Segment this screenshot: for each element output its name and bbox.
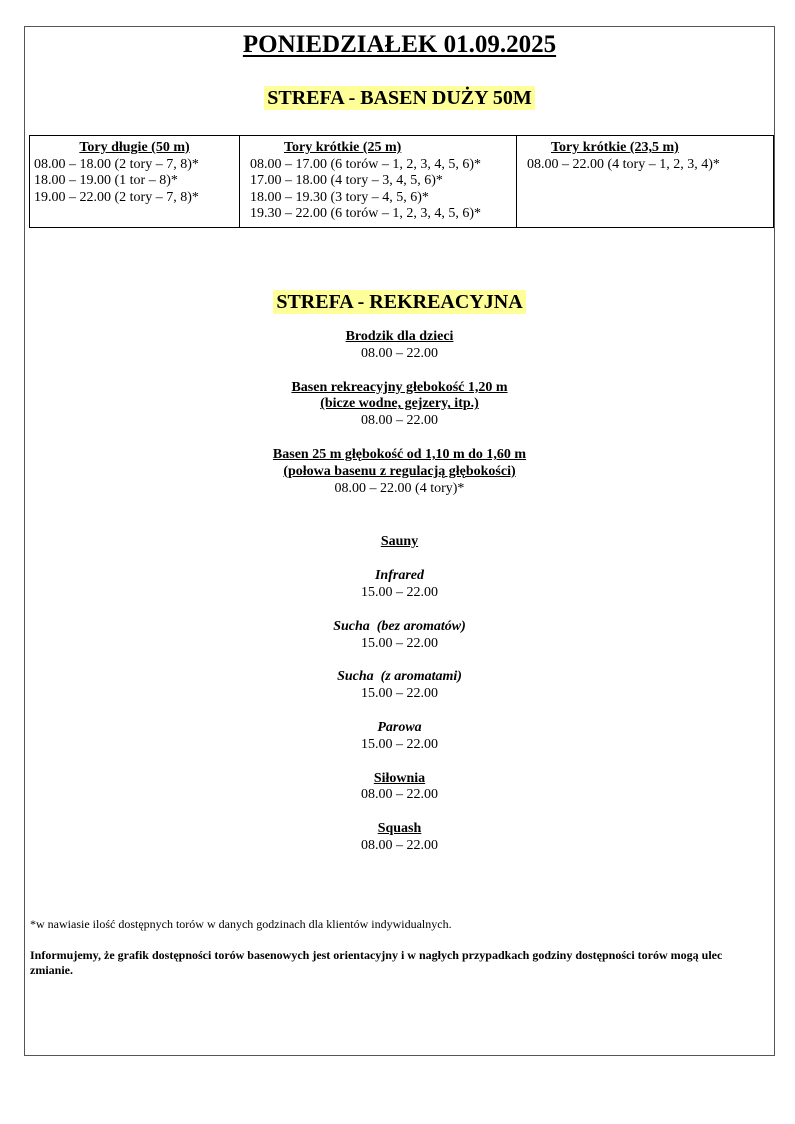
pool-25-hours: 08.00 – 22.00 (4 tory)*	[334, 480, 465, 496]
zone-big-pool-title	[25, 87, 774, 110]
pool-25-block	[25, 447, 774, 497]
saunas-title: Sauny	[380, 534, 419, 550]
gym-hours: 08.00 – 22.00	[361, 787, 438, 803]
sauna-name: Sucha (z aromatami)	[337, 669, 462, 685]
sauna-item	[25, 669, 774, 703]
zone-recreation-title-text: STREFA - REKREACYJNA	[273, 290, 525, 314]
lane-row: 08.00 – 22.00 (4 tory – 1, 2, 3, 4)*	[527, 156, 720, 172]
day-title	[25, 31, 774, 59]
sauna-hours: 15.00 – 22.00	[361, 584, 438, 600]
gym-block	[25, 771, 774, 805]
recreation-pool-title: Basen rekreacyjny głebokość 1,20 m	[291, 379, 508, 395]
column-heading: Tory krótkie (23,5 m)	[551, 140, 679, 155]
sauna-hours: 15.00 – 22.00	[361, 686, 438, 702]
sauna-hours: 15.00 – 22.00	[361, 736, 438, 752]
squash-hours: 08.00 – 22.00	[361, 837, 438, 853]
sauna-name: Sucha (bez aromatów)	[333, 618, 466, 634]
sauna-hours: 15.00 – 22.00	[361, 635, 438, 651]
lane-row: 19.30 – 22.00 (6 torów – 1, 2, 3, 4, 5, 6)*	[250, 206, 481, 221]
day-title-text: PONIEDZIAŁEK 01.09.2025	[242, 31, 557, 58]
recreation-pool-hours: 08.00 – 22.00	[361, 413, 438, 429]
zone-recreation-title	[25, 291, 774, 314]
lanes-table-row	[30, 136, 774, 228]
lane-row: 08.00 – 18.00 (2 tory – 7, 8)*	[34, 156, 199, 172]
gym-title: Siłownia	[373, 770, 426, 786]
lane-row: 17.00 – 18.00 (4 tory – 3, 4, 5, 6)*	[250, 173, 443, 188]
recreation-section	[25, 329, 774, 872]
lane-row: 18.00 – 19.30 (3 tory – 4, 5, 6)*	[250, 189, 429, 205]
zone-big-pool-title-text: STREFA - BASEN DUŻY 50M	[264, 86, 534, 110]
spacer	[25, 514, 774, 534]
sauna-name: Parowa	[377, 719, 422, 735]
recreation-pool-subtitle: (bicze wodne, gejzery, itp.)	[320, 396, 479, 412]
notice: Informujemy, że grafik dostępności torów basenowych jest orientacyjny i w nagłych przypadkach godziny dostępności torów mogą ulec zmianie.	[30, 948, 723, 977]
lane-row: 18.00 – 19.00 (1 tor – 8)*	[34, 173, 178, 188]
sauna-name: Infrared	[374, 568, 424, 584]
lanes-table	[29, 135, 774, 228]
recreation-pool-block	[25, 380, 774, 430]
column-heading: Tory długie (50 m)	[79, 140, 190, 155]
saunas-heading-block	[25, 534, 774, 551]
sauna-item	[25, 568, 774, 602]
lanes-column-short-23-5	[517, 136, 774, 228]
squash-title: Squash	[377, 821, 422, 837]
kids-pool-hours: 08.00 – 22.00	[361, 345, 438, 361]
kids-pool-title: Brodzik dla dzieci	[345, 329, 454, 344]
pool-25-title: Basen 25 m głębokość od 1,10 m do 1,60 m	[272, 446, 527, 462]
squash-block	[25, 821, 774, 855]
sauna-item	[25, 619, 774, 653]
footnote: *w nawiasie ilość dostępnych torów w danych godzinach dla klientów indywidualnych.	[30, 917, 452, 931]
lane-row: 19.00 – 22.00 (2 tory – 7, 8)*	[34, 189, 199, 205]
lane-row: 08.00 – 17.00 (6 torów – 1, 2, 3, 4, 5, 6)*	[250, 156, 481, 172]
column-heading: Tory krótkie (25 m)	[284, 140, 402, 155]
sauna-item	[25, 720, 774, 754]
lanes-column-long	[30, 136, 240, 228]
pool-25-subtitle: (połowa basenu z regulacją głębokości)	[283, 463, 516, 479]
lanes-column-short-25	[240, 136, 517, 228]
kids-pool-block	[25, 329, 774, 363]
schedule-frame	[24, 26, 775, 1056]
